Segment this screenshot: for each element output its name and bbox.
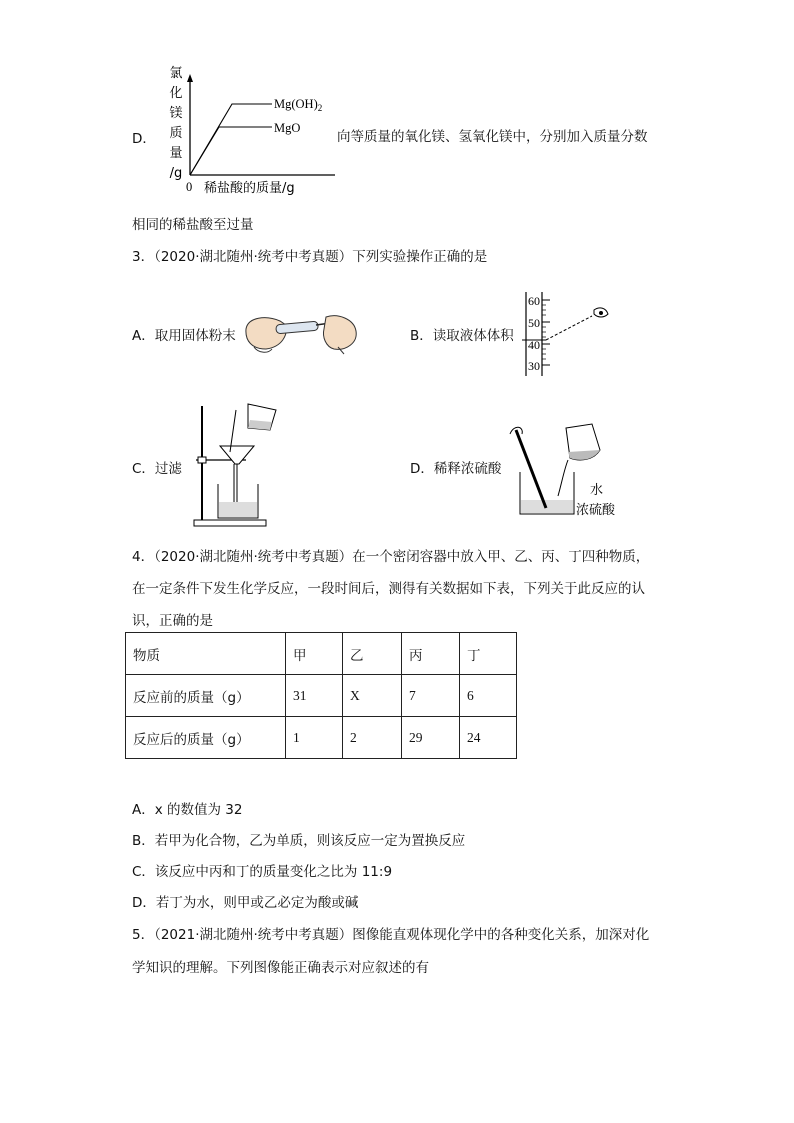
question-4-stem-line-2: 在一定条件下发生化学反应，一段时间后，测得有关数据如下表，下列关于此反应的认 (132, 581, 645, 597)
table-cell: 7 (402, 675, 460, 717)
option-d-text-cont: 相同的稀盐酸至过量 (132, 217, 254, 233)
reaction-data-table (125, 632, 517, 759)
question-4-stem: 4．（2020·湖北随州·统考中考真题）在一个密闭容器中放入甲、乙、丙、丁四种物质， (132, 549, 650, 565)
table-row (126, 675, 517, 717)
series-label-mgoh2: $Mg(OH)_2$ (274, 97, 323, 113)
table-row (126, 717, 517, 759)
question-5-stem-line-2: 学知识的理解。下列图像能正确表示对应叙述的有 (132, 960, 429, 976)
series-label-mgo: MgO (274, 121, 301, 135)
scale-label: 60 (528, 294, 540, 308)
table-cell: 反应前的质量（g） (126, 675, 286, 717)
axis-y-char: /g (169, 166, 183, 181)
option-d-label-q3: D．稀释浓硫酸 (410, 461, 502, 477)
filtration-apparatus-illustration (192, 402, 284, 528)
axis-y-char: 量 (169, 146, 183, 161)
series-line-mgo (190, 127, 272, 175)
water-label: 水 (590, 483, 604, 498)
question-5-stem: 5．（2021·湖北随州·统考中考真题）图像能直观体现化学中的各种变化关系，加深对化 (132, 927, 650, 943)
option-a-label: A．取用固体粉末 (132, 328, 236, 344)
option-d-label: D． (132, 131, 156, 147)
y-axis-arrow-icon (187, 74, 193, 82)
table-header: 甲 (286, 633, 343, 675)
table-cell: 1 (286, 717, 343, 759)
acid-label: 浓硫酸 (576, 503, 616, 518)
axis-y-char: 氯 (169, 66, 183, 81)
scale-label: 50 (528, 316, 540, 330)
table-header: 丙 (402, 633, 460, 675)
question-4-stem-line-3: 识，正确的是 (132, 613, 213, 629)
option-c-label: C．过滤 (132, 461, 182, 477)
table-cell: 6 (460, 675, 517, 717)
table-cell: 31 (286, 675, 343, 717)
mass-chart (150, 60, 340, 200)
axis-y-char: 质 (169, 126, 183, 141)
table-cell: 24 (460, 717, 517, 759)
option-d: D．若丁为水，则甲或乙必定为酸或碱 (132, 895, 359, 911)
scale-label: 40 (528, 338, 540, 352)
option-b: B．若甲为化合物，乙为单质，则该反应一定为置换反应 (132, 833, 466, 849)
axis-y-char: 镁 (169, 106, 183, 121)
series-line-mgoh2 (190, 104, 272, 175)
table-header-row (126, 633, 517, 675)
option-d-text: 向等质量的氧化镁、氢氧化镁中，分别加入质量分数 (337, 129, 648, 145)
option-a: A．x 的数值为 32 (132, 802, 243, 818)
scale-label: 30 (528, 359, 540, 373)
axis-origin: 0 (186, 180, 193, 194)
dilution-illustration (506, 420, 626, 522)
question-3-stem: 3．（2020·湖北随州·统考中考真题）下列实验操作正确的是 (132, 249, 488, 265)
option-b-label: B．读取液体体积 (410, 328, 514, 344)
axis-x-label: 稀盐酸的质量/g (204, 181, 295, 196)
table-cell: 反应后的质量（g） (126, 717, 286, 759)
table-header: 乙 (343, 633, 402, 675)
table-header: 丁 (460, 633, 517, 675)
table-cell: 2 (343, 717, 402, 759)
table-header: 物质 (126, 633, 286, 675)
axis-y-char: 化 (169, 86, 183, 101)
option-c: C．该反应中丙和丁的质量变化之比为 11:9 (132, 864, 393, 880)
table-cell: 29 (402, 717, 460, 759)
test-tube-powder-illustration (242, 307, 360, 355)
graduated-cylinder-eye-illustration (520, 288, 614, 380)
table-cell: X (343, 675, 402, 717)
